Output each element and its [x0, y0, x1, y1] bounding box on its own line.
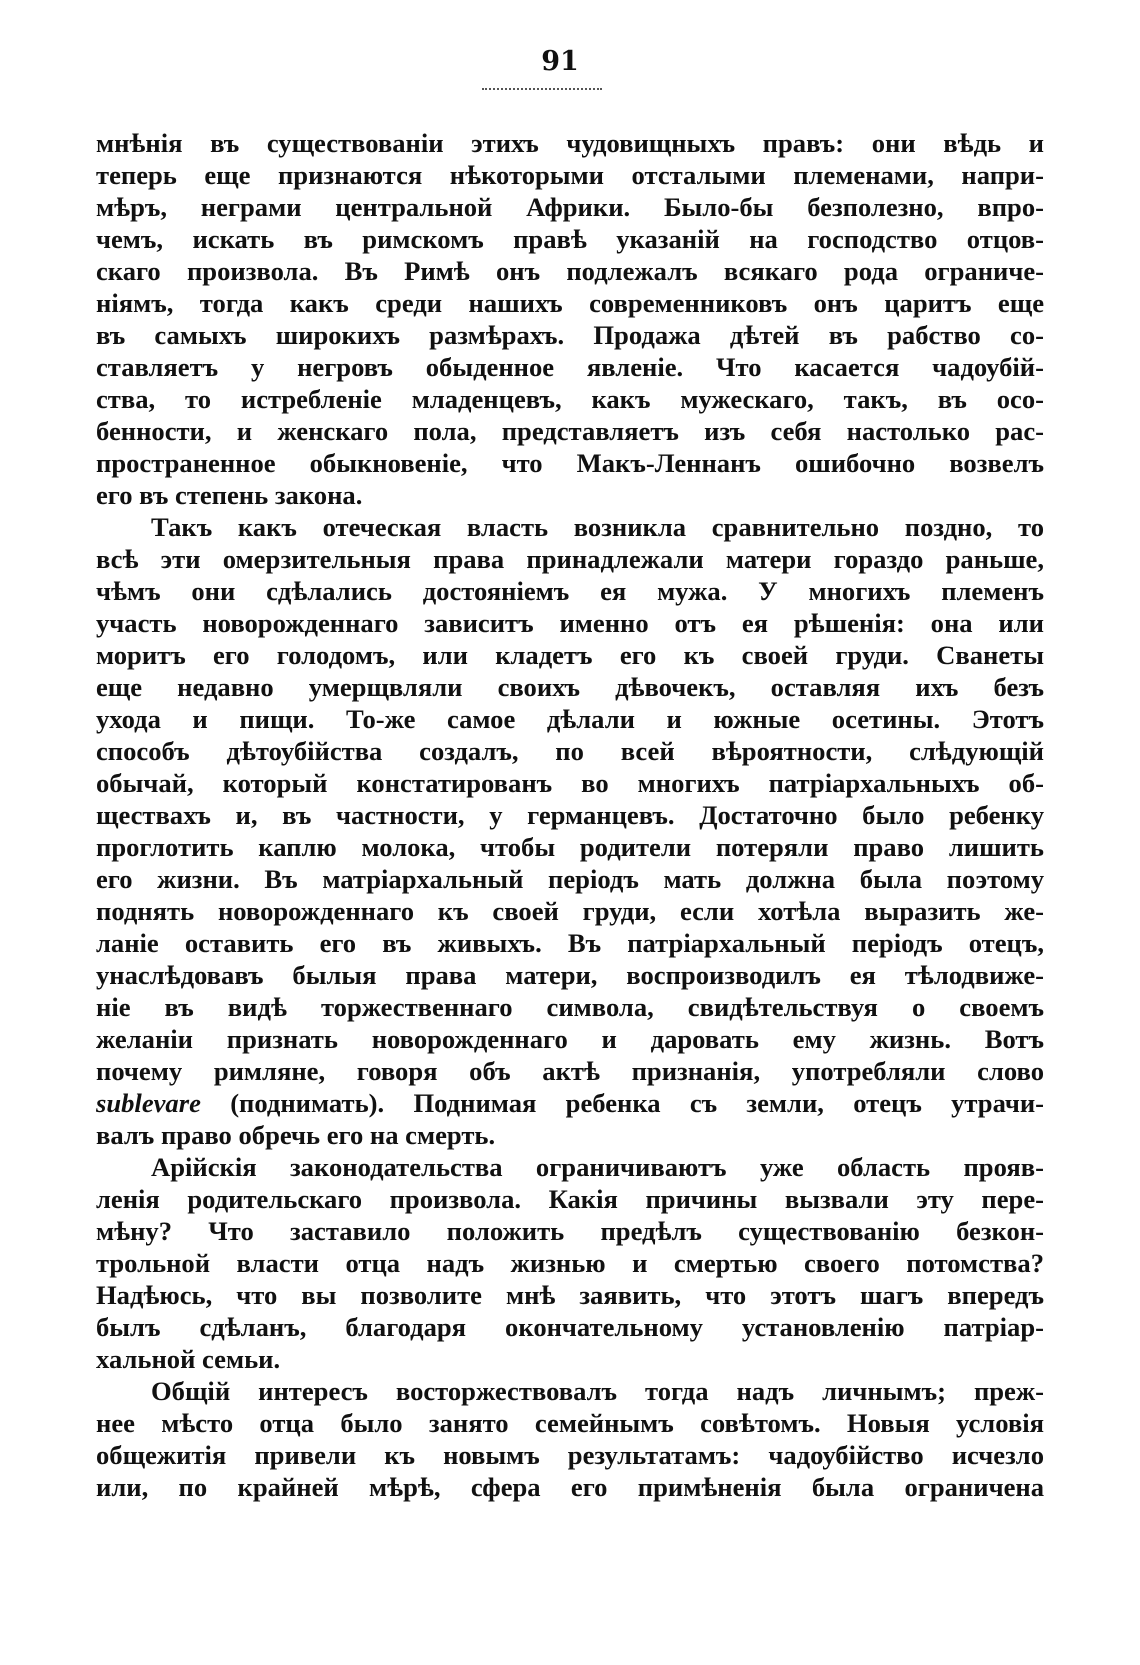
- text-line: общежитія привели къ новымъ результатамъ: чадоубійство исчезло: [96, 1440, 1044, 1470]
- text-line: его жизни. Въ матріархальный періодъ мать должна была поэтому: [96, 864, 1044, 894]
- text-line: пространенное обыкновеніе, что Макъ-Леннанъ ошибочно возвелъ: [96, 448, 1044, 478]
- text-line-rest: (поднимать). Поднимая ребенка съ земли, отецъ утрачи-: [230, 1088, 1044, 1118]
- text-line: ставляетъ у негровъ обыденное явленіе. Что касается чадоубій-: [96, 352, 1044, 382]
- text-line: унаслѣдовавъ былыя права матери, воспроизводилъ ея тѣлодвиже-: [96, 960, 1044, 990]
- text-line: трольной власти отца надъ жизнью и смертью своего потомства?: [96, 1248, 1044, 1278]
- text-line: проглотить каплю молока, чтобы родители потеряли право лишить: [96, 832, 1044, 862]
- text-line: еще недавно умерщвляли своихъ дѣвочекъ, оставляя ихъ безъ: [96, 672, 1044, 702]
- text-line: скаго произвола. Въ Римѣ онъ подлежалъ всякаго рода ограниче-: [96, 256, 1044, 286]
- text-line: нее мѣсто отца было занято семейнымъ совѣтомъ. Новыя условія: [96, 1408, 1044, 1438]
- text-line: былъ сдѣланъ, благодаря окончательному установленію патріар-: [96, 1312, 1044, 1342]
- text-line: всѣ эти омерзительныя права принадлежали матери гораздо раньше,: [96, 544, 1044, 574]
- text-line: Общій интересъ восторжествовалъ тогда надъ личнымъ; преж-: [151, 1376, 1044, 1406]
- page-number: 91: [541, 46, 579, 77]
- text-line: Арійскія законодательства ограничиваютъ уже область прояв-: [151, 1152, 1044, 1182]
- page-number-rule: [482, 88, 602, 90]
- text-line: ніямъ, тогда какъ среди нашихъ современниковъ онъ царитъ еще: [96, 288, 1044, 318]
- text-line: желаніи признать новорожденнаго и даровать ему жизнь. Вотъ: [96, 1024, 1044, 1054]
- text-line: мѣну? Что заставило положить предѣлъ существованію безкон-: [96, 1216, 1044, 1246]
- text-line: теперь еще признаются нѣкоторыми отсталыми племенами, напри-: [96, 160, 1044, 190]
- text-line-sublevare: [96, 1087, 1044, 1119]
- text-line: въ самыхъ широкихъ размѣрахъ. Продажа дѣтей въ рабство со-: [96, 320, 1044, 350]
- text-line: моритъ его голодомъ, или кладетъ его къ своей груди. Сванеты: [96, 640, 1044, 670]
- text-line: чемъ, искать въ римскомъ правѣ указаній на господство отцов-: [96, 224, 1044, 254]
- text-line: чѣмъ они сдѣлались достояніемъ ея мужа. У многихъ племенъ: [96, 576, 1044, 606]
- text-line: ществахъ и, въ частности, у германцевъ. Достаточно было ребенку: [96, 800, 1044, 830]
- text-line: ухода и пищи. То-же самое дѣлали и южные осетины. Этотъ: [96, 704, 1044, 734]
- body-text: [96, 127, 1044, 1503]
- text-line: или, по крайней мѣрѣ, сфера его примѣненія была ограничена: [96, 1472, 1044, 1502]
- text-line: Такъ какъ отеческая власть возникла сравнительно поздно, то: [151, 512, 1044, 542]
- text-line: ніе въ видѣ торжественнаго символа, свидѣтельствуя о своемъ: [96, 992, 1044, 1022]
- text-line: ства, то истребленіе младенцевъ, какъ мужескаго, такъ, въ осо-: [96, 384, 1044, 414]
- text-line: бенности, и женскаго пола, представляетъ изъ себя настолько рас-: [96, 416, 1044, 446]
- text-line: обычай, который констатированъ во многихъ патріархальныхъ об-: [96, 768, 1044, 798]
- text-line: Надѣюсь, что вы позволите мнѣ заявить, что этотъ шагъ впередъ: [96, 1280, 1044, 1310]
- text-line: ленія родительскаго произвола. Какія причины вызвали эту пере-: [96, 1184, 1044, 1214]
- text-line: почему римляне, говоря объ актѣ признанія, употребляли слово: [96, 1056, 1044, 1086]
- text-line: мѣръ, неграми центральной Африки. Было-бы безполезно, впро-: [96, 192, 1044, 222]
- text-line: ланіе оставить его въ живыхъ. Въ патріархальный періодъ отецъ,: [96, 928, 1044, 958]
- text-line: хальной семьи.: [96, 1344, 281, 1374]
- text-line: поднять новорожденнаго къ своей груди, если хотѣла выразить же-: [96, 896, 1044, 926]
- text-line: способъ дѣтоубійства создалъ, по всей вѣроятности, слѣдующій: [96, 736, 1044, 766]
- text-line: валъ право обречь его на смерть.: [96, 1120, 496, 1150]
- text-line: мнѣнія въ существованіи этихъ чудовищныхъ правъ: они вѣдь и: [96, 128, 1044, 158]
- italic-word: sublevare: [96, 1088, 201, 1118]
- text-line: участь новорожденнаго зависитъ именно отъ ея рѣшенія: она или: [96, 608, 1044, 638]
- text-line: его въ степень закона.: [96, 480, 363, 510]
